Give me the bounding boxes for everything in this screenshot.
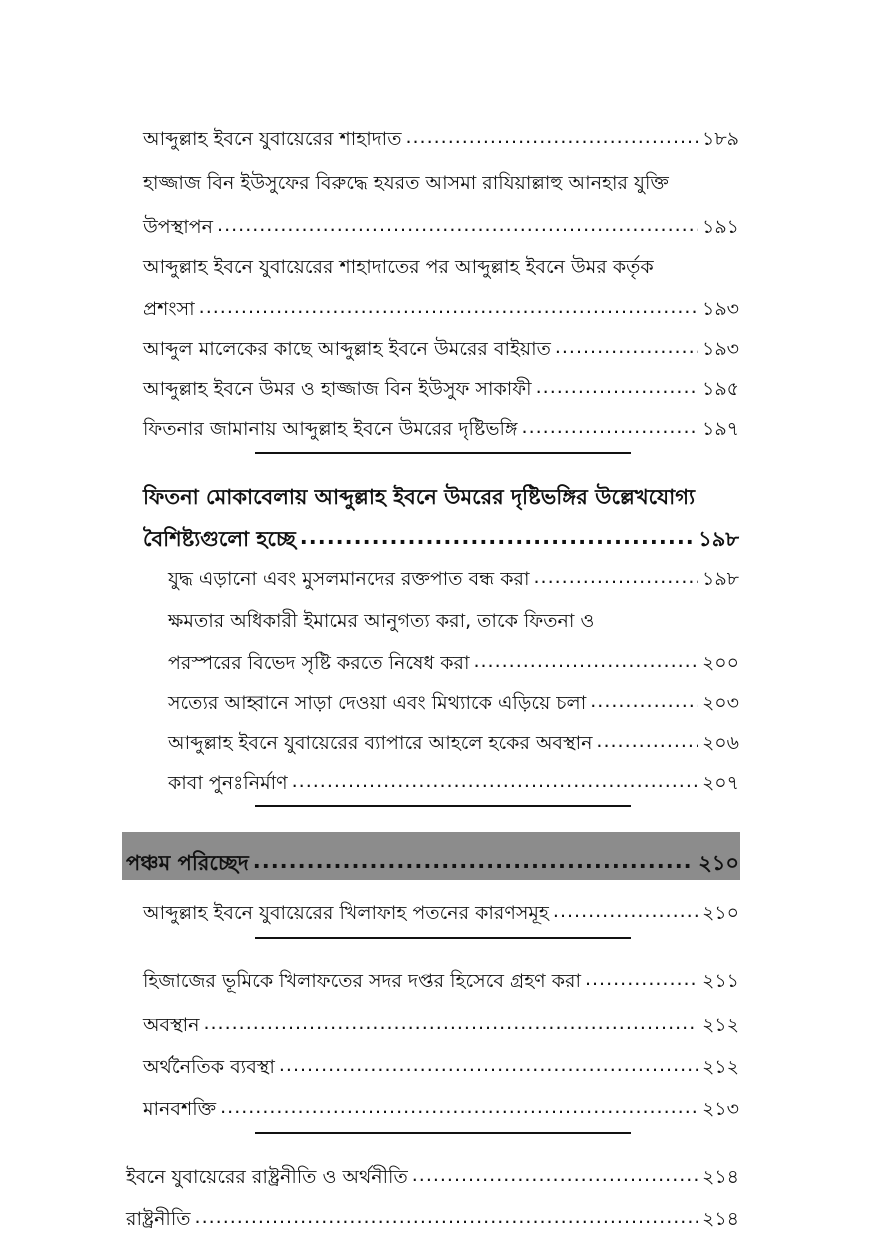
section-heading-line1[interactable]: ফিতনা মোকাবেলায় আব্দুল্লাহ ইবনে উমরের দৃষ্টিভঙ্গির উল্লেখযোগ্য — [143, 485, 696, 509]
section-divider — [255, 1132, 631, 1134]
toc-entry-page: ২১২ — [701, 1056, 739, 1078]
toc-subentry-title-line1[interactable]: ক্ষমতার অধিকারী ইমামের আনুগত্য করা, তাকে ফিতনা ও — [168, 610, 595, 632]
toc-entry[interactable] — [143, 362, 739, 402]
toc-entry-title: প্রশংসা — [143, 298, 195, 320]
toc-entry-page: ২০৩ — [701, 692, 739, 714]
toc-entry[interactable] — [143, 112, 739, 152]
toc-entry-title: আব্দুল্লাহ ইবনে উমর ও হাজ্জাজ বিন ইউসুফ সাকাফী — [143, 378, 532, 400]
toc-entry-title-line1[interactable]: হাজ্জাজ বিন ইউসুফের বিরুদ্ধে হযরত আসমা রাযিয়াল্লাহু আনহার যুক্তি — [143, 172, 669, 194]
leader-dots — [555, 334, 698, 360]
section-heading-title: বৈশিষ্ট্যগুলো হচ্ছে — [143, 527, 296, 551]
toc-entry-title-line1[interactable]: আব্দুল্লাহ ইবনে যুবায়েরের শাহাদাতের পর আব্দুল্লাহ ইবনে উমর কর্তৃক — [143, 256, 654, 278]
leader-dots — [596, 728, 698, 754]
toc-entry-title: কাবা পুনঃনির্মাণ — [168, 772, 288, 794]
toc-entry[interactable] — [126, 1192, 739, 1232]
toc-entry-title: পরস্পরের বিভেদ সৃষ্টি করতে নিষেধ করা — [168, 652, 470, 674]
leader-dots — [300, 524, 694, 550]
toc-subentry[interactable] — [168, 552, 739, 592]
toc-entry[interactable] — [143, 200, 739, 240]
toc-entry-title: হিজাজের ভূমিকে খিলাফতের সদর দপ্তর হিসেবে গ্রহণ করা — [143, 970, 581, 992]
leader-dots — [203, 1010, 697, 1036]
toc-entry[interactable] — [143, 886, 739, 926]
section-divider — [255, 937, 631, 939]
toc-entry-page: ১৯৭ — [701, 418, 739, 440]
toc-entry-page: ২০৬ — [701, 732, 739, 754]
leader-dots — [412, 1162, 698, 1188]
leader-dots — [585, 966, 698, 992]
leader-dots — [534, 564, 698, 590]
leader-dots — [199, 294, 698, 320]
leader-dots — [522, 414, 698, 440]
toc-entry-title: রাষ্ট্রনীতি — [126, 1208, 191, 1230]
toc-entry-page: ১৯৩ — [701, 338, 739, 360]
chapter-title: পঞ্চম পরিচ্ছেদ — [126, 851, 249, 875]
toc-entry-page: ১৮৯ — [702, 128, 739, 150]
toc-entry-page: ২১৩ — [701, 1098, 739, 1120]
toc-entry-page: ১৯৫ — [702, 378, 739, 400]
toc-entry-title: অর্থনৈতিক ব্যবস্থা — [143, 1056, 275, 1078]
toc-entry-page: ১৯১ — [702, 216, 739, 238]
leader-dots — [590, 688, 698, 714]
leader-dots — [292, 768, 698, 794]
toc-entry-page: ২০৭ — [701, 772, 739, 794]
chapter-heading[interactable] — [126, 836, 739, 876]
toc-entry-page: ২১১ — [701, 970, 739, 992]
toc-entry-title: অবস্থান — [143, 1014, 200, 1036]
leader-dots — [253, 848, 694, 874]
toc-entry[interactable] — [143, 954, 739, 994]
toc-subentry[interactable] — [168, 756, 739, 796]
section-heading-page: ১৯৮ — [698, 527, 739, 551]
toc-entry[interactable] — [143, 402, 739, 442]
toc-entry-page: ২১৪ — [701, 1166, 739, 1188]
toc-entry-title: আব্দুল মালেকের কাছে আব্দুল্লাহ ইবনে উমরের বাইয়াত — [143, 338, 551, 360]
toc-entry-title: মানবশক্তি — [143, 1098, 217, 1120]
toc-entry-page: ২১৪ — [701, 1208, 739, 1230]
section-heading[interactable] — [143, 512, 739, 552]
toc-entry[interactable] — [143, 1082, 739, 1122]
toc-entry-title: আব্দুল্লাহ ইবনে যুবায়েরের শাহাদাত — [143, 128, 402, 150]
leader-dots — [405, 124, 698, 150]
toc-entry[interactable] — [143, 998, 739, 1038]
toc-entry-page: ২০০ — [701, 652, 739, 674]
toc-entry[interactable] — [126, 1150, 739, 1190]
toc-entry-title: উপস্থাপন — [143, 216, 214, 238]
leader-dots — [536, 374, 698, 400]
toc-entry[interactable] — [143, 282, 739, 322]
leader-dots — [217, 212, 698, 238]
chapter-page: ২১০ — [698, 851, 739, 875]
toc-entry[interactable] — [143, 322, 739, 362]
toc-entry-page: ১৯৩ — [701, 298, 739, 320]
toc-entry-title: ফিতনার জামানায় আব্দুল্লাহ ইবনে উমরের দৃষ্টিভঙ্গি — [143, 418, 518, 440]
leader-dots — [473, 648, 697, 674]
leader-dots — [195, 1204, 698, 1230]
toc-entry[interactable] — [143, 1040, 739, 1080]
toc-subentry[interactable] — [168, 636, 739, 676]
section-divider — [255, 805, 631, 807]
toc-entry-page: ২১২ — [701, 1014, 739, 1036]
leader-dots — [220, 1094, 698, 1120]
section-divider — [255, 452, 631, 454]
toc-entry-title: আব্দুল্লাহ ইবনে যুবায়েরের খিলাফাহ পতনের কারণসমূহ — [143, 902, 549, 924]
toc-subentry[interactable] — [168, 716, 739, 756]
leader-dots — [553, 898, 698, 924]
toc-subentry[interactable] — [168, 676, 739, 716]
toc-entry-page: ১৯৮ — [702, 568, 739, 590]
toc-entry-title: সত্যের আহ্বানে সাড়া দেওয়া এবং মিথ্যাকে এড়িয়ে চলা — [168, 692, 587, 714]
toc-entry-page: ২১০ — [701, 902, 739, 924]
toc-entry-title: আব্দুল্লাহ ইবনে যুবায়েরের ব্যাপারে আহলে হকের অবস্থান — [168, 732, 593, 754]
toc-entry-title: যুদ্ধ এড়ানো এবং মুসলমানদের রক্তপাত বন্ধ করা — [168, 568, 530, 590]
leader-dots — [279, 1052, 698, 1078]
toc-entry-title: ইবনে যুবায়েরের রাষ্ট্রনীতি ও অর্থনীতি — [126, 1166, 408, 1188]
